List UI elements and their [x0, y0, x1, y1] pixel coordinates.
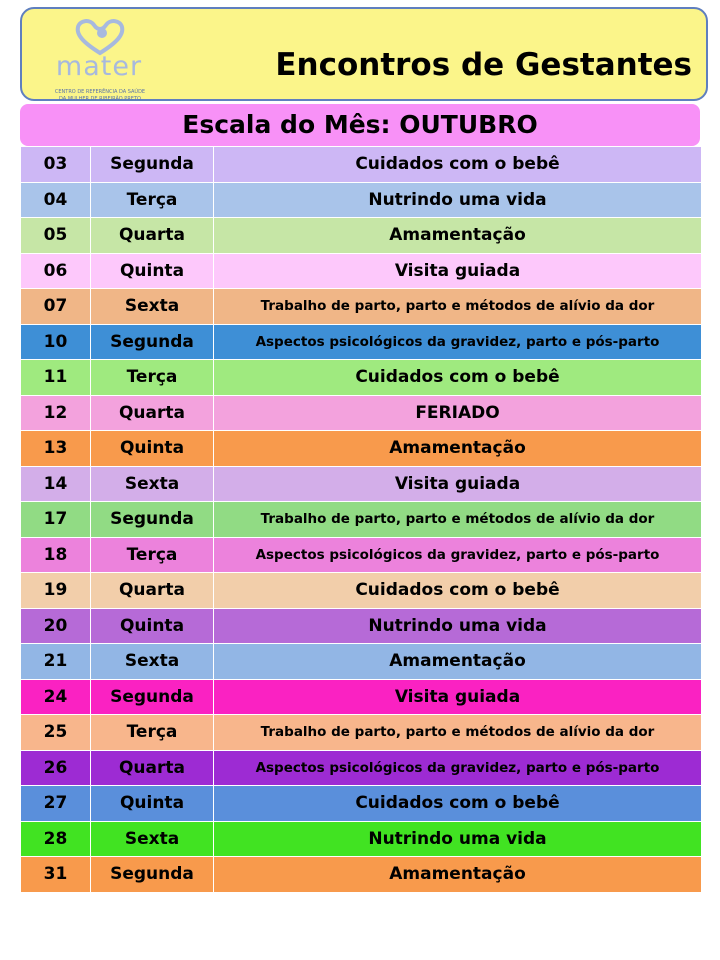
schedule-weekday-cell: Segunda — [91, 324, 214, 360]
schedule-topic-cell: Nutrindo uma vida — [214, 182, 702, 218]
schedule-table — [20, 146, 702, 893]
schedule-day-cell: 20 — [21, 608, 91, 644]
schedule-weekday-cell: Sexta — [91, 466, 214, 502]
schedule-topic-cell: Nutrindo uma vida — [214, 821, 702, 857]
schedule-topic-cell: Cuidados com o bebê — [214, 360, 702, 396]
schedule-weekday-cell: Sexta — [91, 289, 214, 325]
schedule-weekday-cell: Sexta — [91, 644, 214, 680]
schedule-weekday-cell: Quinta — [91, 786, 214, 822]
schedule-day-cell: 14 — [21, 466, 91, 502]
logo-subtitle-1: CENTRO DE REFERÊNCIA DA SAÚDE — [54, 89, 146, 95]
schedule-topic-cell: Trabalho de parto, parto e métodos de alívio da dor — [214, 715, 702, 751]
schedule-row — [21, 786, 702, 822]
schedule-row — [21, 360, 702, 396]
schedule-weekday-cell: Terça — [91, 182, 214, 218]
month-heading: Escala do Mês: OUTUBRO — [20, 104, 700, 146]
schedule-weekday-cell: Quinta — [91, 253, 214, 289]
schedule-weekday-cell: Segunda — [91, 502, 214, 538]
schedule-topic-cell: Amamentação — [214, 857, 702, 893]
schedule-row — [21, 821, 702, 857]
schedule-row — [21, 218, 702, 254]
schedule-day-cell: 11 — [21, 360, 91, 396]
schedule-day-cell: 26 — [21, 750, 91, 786]
schedule-row — [21, 679, 702, 715]
schedule-weekday-cell: Quarta — [91, 218, 214, 254]
schedule-day-cell: 28 — [21, 821, 91, 857]
schedule-row — [21, 537, 702, 573]
schedule-row — [21, 253, 702, 289]
schedule-row — [21, 502, 702, 538]
schedule-day-cell: 25 — [21, 715, 91, 751]
schedule-day-cell: 10 — [21, 324, 91, 360]
schedule-day-cell: 21 — [21, 644, 91, 680]
schedule-topic-cell: Aspectos psicológicos da gravidez, parto e pós-parto — [214, 537, 702, 573]
schedule-row — [21, 573, 702, 609]
schedule-weekday-cell: Terça — [91, 537, 214, 573]
mater-logo — [40, 17, 160, 102]
schedule-topic-cell: Nutrindo uma vida — [214, 608, 702, 644]
schedule-day-cell: 19 — [21, 573, 91, 609]
schedule-row — [21, 644, 702, 680]
schedule-day-cell: 05 — [21, 218, 91, 254]
schedule-weekday-cell: Segunda — [91, 857, 214, 893]
schedule-topic-cell: Cuidados com o bebê — [214, 573, 702, 609]
schedule-day-cell: 27 — [21, 786, 91, 822]
schedule-row — [21, 182, 702, 218]
schedule-topic-cell: FERIADO — [214, 395, 702, 431]
schedule-topic-cell: Visita guiada — [214, 466, 702, 502]
schedule-topic-cell: Amamentação — [214, 218, 702, 254]
schedule-weekday-cell: Quinta — [91, 431, 214, 467]
schedule-topic-cell: Cuidados com o bebê — [214, 147, 702, 183]
schedule-topic-cell: Trabalho de parto, parto e métodos de alívio da dor — [214, 502, 702, 538]
schedule-day-cell: 24 — [21, 679, 91, 715]
schedule-weekday-cell: Quarta — [91, 750, 214, 786]
schedule-topic-cell: Trabalho de parto, parto e métodos de alívio da dor — [214, 289, 702, 325]
schedule-row — [21, 431, 702, 467]
logo-subtitle-2: DA MULHER DE RIBEIRÃO PRETO — [59, 96, 141, 102]
schedule-day-cell: 17 — [21, 502, 91, 538]
schedule-day-cell: 03 — [21, 147, 91, 183]
logo-wordmark: mater — [55, 51, 143, 82]
schedule-row — [21, 289, 702, 325]
schedule-row — [21, 147, 702, 183]
schedule-row — [21, 324, 702, 360]
schedule-day-cell: 31 — [21, 857, 91, 893]
schedule-weekday-cell: Terça — [91, 360, 214, 396]
schedule-topic-cell: Amamentação — [214, 644, 702, 680]
schedule-weekday-cell: Quarta — [91, 395, 214, 431]
schedule-day-cell: 06 — [21, 253, 91, 289]
header-banner — [20, 7, 708, 101]
schedule-weekday-cell: Sexta — [91, 821, 214, 857]
schedule-day-cell: 18 — [21, 537, 91, 573]
schedule-topic-cell: Visita guiada — [214, 679, 702, 715]
schedule-row — [21, 750, 702, 786]
schedule-day-cell: 04 — [21, 182, 91, 218]
schedule-weekday-cell: Terça — [91, 715, 214, 751]
schedule-row — [21, 466, 702, 502]
schedule-row — [21, 608, 702, 644]
schedule-weekday-cell: Quarta — [91, 573, 214, 609]
schedule-topic-cell: Aspectos psicológicos da gravidez, parto e pós-parto — [214, 324, 702, 360]
schedule-day-cell: 12 — [21, 395, 91, 431]
schedule-weekday-cell: Quinta — [91, 608, 214, 644]
schedule-row — [21, 395, 702, 431]
schedule-weekday-cell: Segunda — [91, 679, 214, 715]
schedule-weekday-cell: Segunda — [91, 147, 214, 183]
schedule-day-cell: 13 — [21, 431, 91, 467]
page-title: Encontros de Gestantes — [275, 47, 692, 83]
schedule-topic-cell: Visita guiada — [214, 253, 702, 289]
schedule-day-cell: 07 — [21, 289, 91, 325]
schedule-topic-cell: Amamentação — [214, 431, 702, 467]
schedule-topic-cell: Aspectos psicológicos da gravidez, parto e pós-parto — [214, 750, 702, 786]
schedule-topic-cell: Cuidados com o bebê — [214, 786, 702, 822]
schedule-row — [21, 715, 702, 751]
schedule-row — [21, 857, 702, 893]
